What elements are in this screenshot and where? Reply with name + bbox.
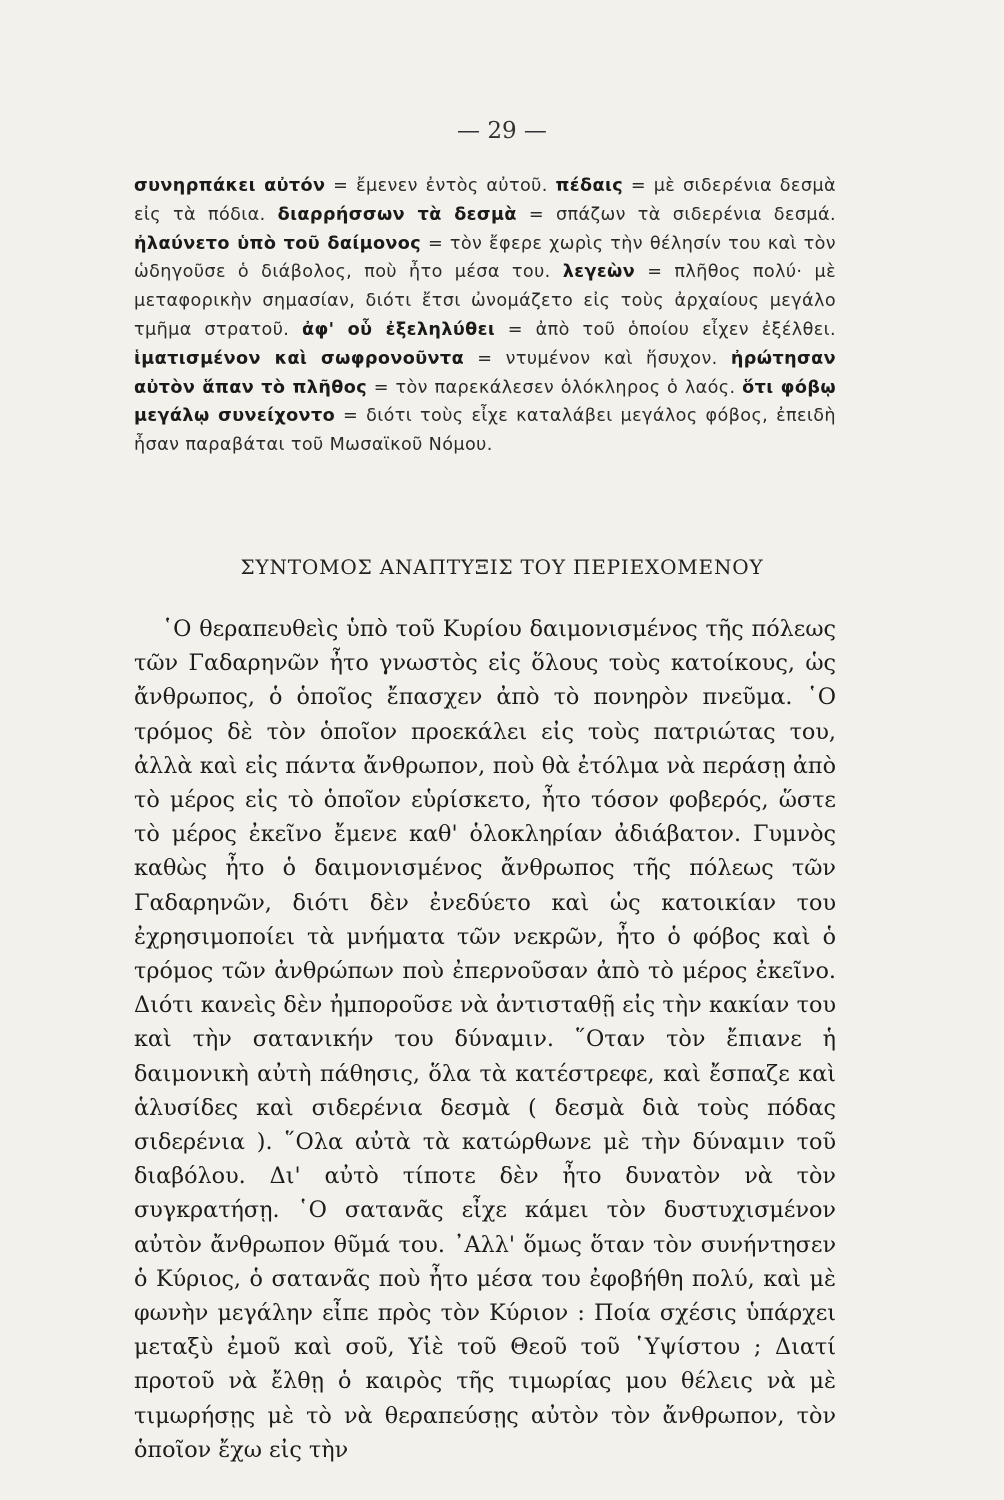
glossary-definition: = διότι τοὺς εἶχε καταλάβει μεγάλος φόβος, ἐπειδὴ ἦσαν παραβάται τοῦ Μωσαϊκοῦ Νόμου.	[134, 406, 836, 456]
glossary-entry	[134, 349, 718, 369]
glossary	[134, 172, 836, 460]
glossary-term: ἀφ' οὗ ἐξεληλύθει	[302, 319, 496, 340]
glossary-entry	[278, 205, 836, 225]
glossary-term: ἱματισμένον καὶ σωφρονοῦντα	[134, 348, 465, 369]
glossary-definition: = τὸν ἔφερε χωρὶς τὴν θέλησίν του καὶ τὸν ὡδηγοῦσε ὁ διάβολος, ποὺ ἦτο μέσα του.	[134, 233, 836, 283]
glossary-term: λεγεὼν	[562, 262, 636, 283]
body-text	[134, 612, 836, 1467]
glossary-term: ἠλαύνετο ὑπὸ τοῦ δαίμονος	[134, 233, 422, 254]
body-paragraph-text: ῾Ο θεραπευθεὶς ὑπὸ τοῦ Κυρίου δαιμονισμένος τῆς πόλεως τῶν Γαδαρηνῶν ἦτο γνωστὸς εἰς ὅλους τοὺς κατοίκους, ὡς ἄνθρωπος, ὁ ὁποῖος ἔπασχεν ἀπὸ τὸ πονηρὸν πνεῦμα. ῾Ο τρόμος δὲ τὸν ὁποῖον προεκάλει εἰς τοὺς πατριώτας του, ἀλλὰ καὶ εἰς πάντα ἄνθρωπον, ποὺ θὰ ἐτόλμα νὰ περάσῃ ἀπὸ τὸ μέρος εἰς τὸ ὁποῖον εὑρίσκετο, ἦτο τόσον φοβερός, ὥστε τὸ μέρος ἐκεῖνο ἔμενε καθ' ὁλοκληρίαν ἀδιάβατον. Γυμνὸς καθὼς ἦτο ὁ δαιμονισμένος ἄνθρωπος τῆς πόλεως τῶν Γαδαρηνῶν, διότι δὲν ἐνεδύετο καὶ ὡς κατοικίαν του ἐχρησιμοποίει τὰ μνήματα τῶν νεκρῶν, ἦτο ὁ φόβος καὶ ὁ τρόμος τῶν ἀνθρώπων ποὺ ἐπερνοῦσαν ἀπὸ τὸ μέρος ἐκεῖνο. Διότι κανεὶς δὲν ἠμποροῦσε νὰ ἀντισταθῇ εἰς τὴν κακίαν του καὶ τὴν σατανικήν του δύναμιν. ῞Οταν τὸν ἔπιανε ἡ δαιμονικὴ αὐτὴ πάθησις, ὅλα τὰ κατέστρεφε, καὶ ἔσπαζε καὶ ἁλυσίδες καὶ σιδερένια δεσμὰ ( δεσμὰ διὰ τοὺς πόδας σιδερένια ). ῞Ολα αὐτὰ τὰ κατώρθωνε μὲ τὴν δύναμιν τοῦ διαβόλου. Δι' αὐτὸ τίποτε δὲν ἦτο δυνατὸν νὰ τὸν συγκρατήσῃ. ῾Ο σατανᾶς εἶχε κάμει τὸν δυστυχισμένον αὐτὸν ἄνθρωπον θῦμά του. ᾿Αλλ' ὅμως ὅταν τὸν συνήντησεν ὁ Κύριος, ὁ σατανᾶς ποὺ ἦτο μέσα του ἐφοβήθη πολύ, καὶ μὲ φωνὴν μεγάλην εἶπε πρὸς τὸν Κύριον : Ποία σχέσις ὑπάρχει μεταξὺ ἐμοῦ καὶ σοῦ, Υἱὲ τοῦ Θεοῦ τοῦ ῾Υψίστου ; Διατί προτοῦ νὰ ἔλθῃ ὁ καιρὸς τῆς τιμωρίας μου θέλεις νὰ μὲ τιμωρήσῃς μὲ τὸ νὰ θεραπεύσῃς αὐτὸν τὸν ἄνθρωπον, τὸν ὁποῖον ἔχω εἰς τὴν	[134, 616, 836, 1463]
page-number: — 29 —	[457, 118, 547, 144]
glossary-definition: = ἔμενεν ἐντὸς αὐτοῦ.	[333, 176, 548, 196]
glossary-entry	[134, 176, 548, 196]
glossary-term: πέδαις	[555, 176, 624, 196]
glossary-definition: = τὸν παρεκάλεσεν ὁλόκληρος ὁ λαός.	[373, 377, 736, 398]
glossary-term: ἠρώτησαν αὐτὸν ἅπαν τὸ πλῆθος	[134, 348, 837, 398]
glossary-entry	[302, 320, 836, 340]
glossary-term: διαρρήσσων τὰ δεσμὰ	[277, 204, 517, 225]
body-paragraph	[134, 612, 836, 1467]
glossary-definition: = ἀπὸ τοῦ ὁποίου εἶχεν ἐξέλθει.	[507, 319, 837, 340]
glossary-definition: = ντυμένον καὶ ἥσυχον.	[477, 348, 718, 369]
glossary-term: ὅτι φόβῳ μεγάλῳ συνείχοντο	[134, 377, 837, 427]
glossary-definition: = σπάζων τὰ σιδερένια δεσμά.	[528, 204, 837, 225]
glossary-definition: = πλῆθος πολύ· μὲ μεταφορικὴν σημασίαν, διότι ἔτσι ὠνομάζετο εἰς τοὺς ἀρχαίους μεγάλο τμῆμα στρατοῦ.	[134, 262, 836, 340]
glossary-definition: = μὲ σιδερένια δεσμὰ εἰς τὰ πόδια.	[134, 176, 836, 225]
glossary-term: συνηρπάκει αὐτόν	[134, 176, 326, 196]
section-heading: ΣΥΝΤΟΜΟΣ ΑΝΑΠΤΥΞΙΣ ΤΟΥ ΠΕΡΙΕΧΟΜΕΝΟΥ	[240, 555, 764, 579]
